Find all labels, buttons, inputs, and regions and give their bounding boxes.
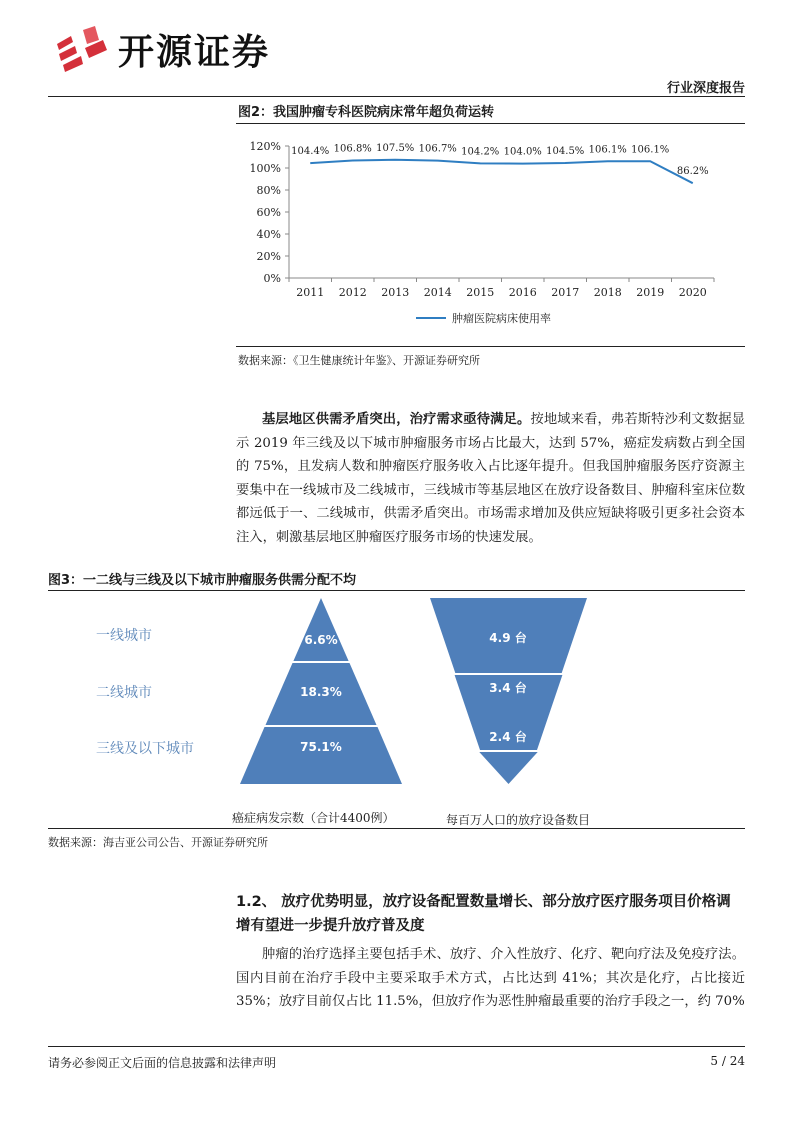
y-tick-label: 60% [256, 206, 281, 219]
equipment-tier2: 3.4 台 [489, 681, 527, 695]
y-tick-label: 20% [256, 250, 281, 263]
tier-label-tier2: 二线城市 [96, 685, 152, 701]
x-tick-label: 2017 [551, 286, 580, 299]
x-tick-label: 2012 [338, 286, 367, 299]
x-tick-label: 2020 [678, 286, 707, 299]
pyramid-segment-tier1 [293, 598, 348, 661]
y-tick-label: 40% [256, 228, 281, 241]
y-tick-label: 80% [256, 184, 281, 197]
data-label: 104.2% [461, 146, 500, 158]
equipment-tier3: 2.4 台 [489, 730, 527, 744]
footer-disclaimer: 请务必参阅正文后面的信息披露和法律声明 [48, 1056, 277, 1070]
x-tick-label: 2018 [593, 286, 622, 299]
figure3-source: 数据来源：海吉亚公司公告、开源证券研究所 [48, 836, 268, 849]
data-label: 104.0% [503, 146, 542, 158]
cancer-share-tier1: 6.6% [304, 633, 338, 647]
report-type: 行业深度报告 [666, 81, 745, 96]
data-label: 104.5% [546, 146, 585, 158]
equipment-tier1: 4.9 台 [489, 631, 527, 645]
figure2-bottom-rule [236, 346, 745, 347]
data-label: 106.8% [333, 143, 372, 155]
series-line [310, 160, 693, 183]
cancer-share-tier2: 18.3% [300, 685, 342, 699]
data-label: 86.2% [676, 166, 709, 178]
pyramid-caption: 癌症病发宗数（合计4400例） [232, 811, 395, 825]
tier-label-tier1: 一线城市 [96, 628, 152, 644]
x-tick-label: 2019 [636, 286, 665, 299]
data-label: 106.7% [418, 143, 457, 155]
x-tick-label: 2015 [466, 286, 495, 299]
x-tick-label: 2016 [508, 286, 537, 299]
brand-logo-icon [55, 26, 110, 74]
x-tick-label: 2013 [381, 286, 410, 299]
page-number: 5 / 24 [710, 1054, 745, 1068]
footer-divider [48, 1046, 745, 1047]
data-label: 104.4% [291, 146, 330, 158]
cancer-share-tier3: 75.1% [300, 740, 342, 754]
paragraph-body: 按地域来看，弗若斯特沙利文数据显示 2019 年三线及以下城市肿瘤服务市场占比最大，达到 57%，癌症发病数占到全国的 75%，且发病人数和肿瘤医疗服务收入占比逐年提升。但我国肿瘤服务医疗资源主要集中在一线城市及二线城市，三线城市等基层地区在放疗设备数目、肿瘤科室床位数都远低于一、二线城市，供需矛盾突出。市场需求增加及供应短缺将吸引更多社会资本注入，刺激基层地区肿瘤医疗服务市场的快速发展。 [236, 412, 746, 545]
x-tick-label: 2014 [423, 286, 452, 299]
inverted-segment-tier3 [479, 752, 537, 784]
y-tick-label: 120% [249, 140, 281, 153]
figure3-top-rule [48, 590, 745, 591]
brand-name: 开源证券 [118, 32, 271, 73]
header-divider [48, 96, 745, 97]
x-tick-label: 2011 [296, 286, 325, 299]
y-tick-label: 100% [249, 162, 281, 175]
paragraph-supply-demand [236, 408, 745, 549]
data-label: 106.1% [588, 144, 627, 156]
figure2-top-rule [236, 123, 745, 124]
bed-usage-line-chart [236, 126, 745, 341]
figure2-source: 数据来源：《卫生健康统计年鉴》、开源证券研究所 [238, 354, 480, 367]
section-heading: 1.2、 放疗优势明显，放疗设备配置数量增长、部分放疗医疗服务项目价格调增有望进一步提升放疗普及度 [236, 894, 731, 934]
paragraph-treatment: 肿瘤的治疗选择主要包括手术、放疗、介入性放疗、化疗、靶向疗法及免疫疗法。国内目前在治疗手段中主要采取手术方式，占比达到 41%；其次是化疗，占比接近 35%；放疗目前仅占比 11.5%，但放疗作为恶性肿瘤最重要的治疗手段之一，约 70% [236, 947, 745, 1009]
figure3-bottom-rule [48, 828, 745, 829]
data-label: 106.1% [631, 144, 670, 156]
pyramid-segment-tier3 [240, 727, 402, 784]
data-label: 107.5% [376, 142, 415, 154]
figure3-title: 图3：一二线与三线及以下城市肿瘤服务供需分配不均 [48, 573, 357, 588]
paragraph-lead: 基层地区供需矛盾突出，治疗需求亟待满足。 [262, 412, 531, 427]
inverted-pyramid-caption: 每百万人口的放疗设备数目 [446, 813, 591, 827]
tier-label-tier3: 三线及以下城市 [96, 741, 194, 757]
y-tick-label: 0% [263, 272, 281, 285]
figure2-title: 图2：我国肿瘤专科医院病床常年超负荷运转 [238, 105, 495, 120]
legend-label: 肿瘤医院病床使用率 [452, 312, 551, 325]
